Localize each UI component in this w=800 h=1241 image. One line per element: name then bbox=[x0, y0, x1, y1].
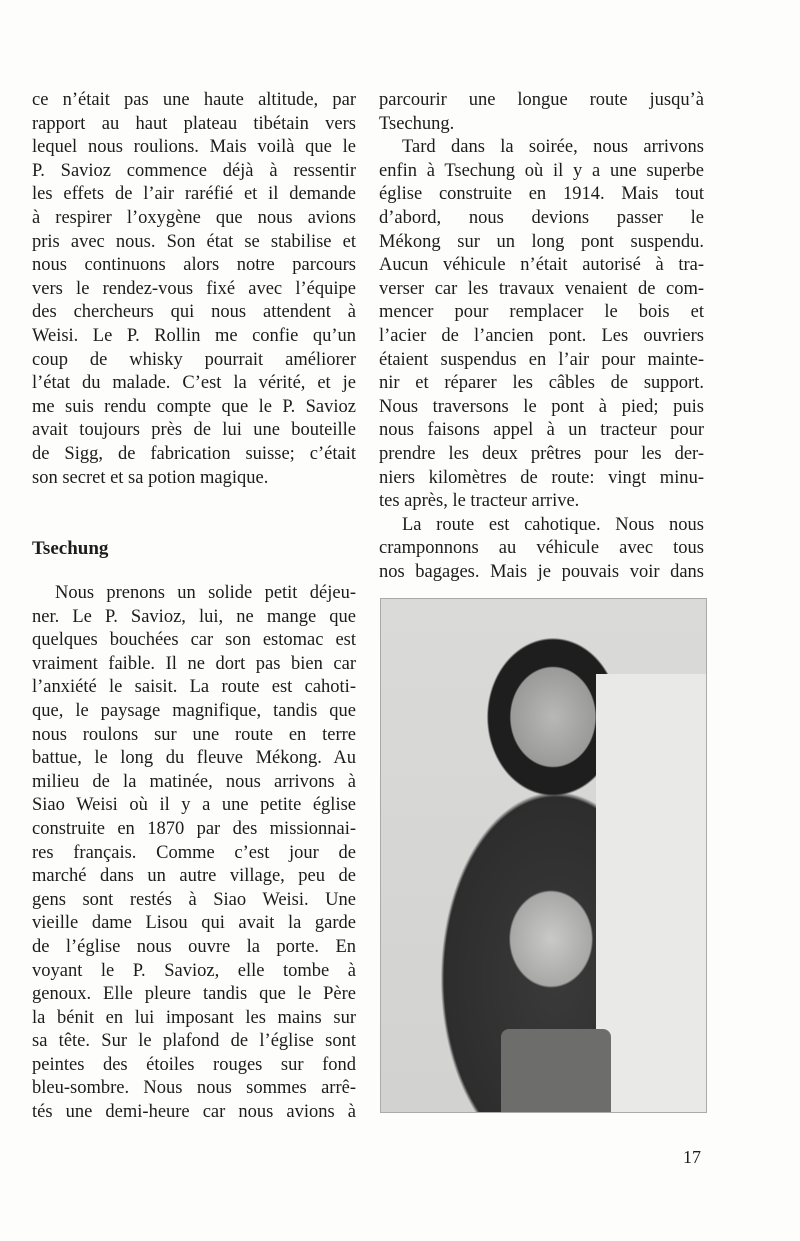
text-line: étaient suspendus en l’air pour mainte- bbox=[379, 349, 704, 370]
text-line: les effets de l’air raréfié et il demande bbox=[32, 184, 356, 205]
text-line: nous roulons sur une route en terre bbox=[32, 724, 356, 745]
text-line: enfin à Tsechung où il y a une superbe bbox=[379, 160, 704, 181]
photo-woman-with-child bbox=[380, 598, 707, 1113]
text-line: vieille dame Lisou qui avait la garde bbox=[32, 913, 356, 934]
text-line: ce n’était pas une haute altitude, par bbox=[32, 90, 356, 110]
text-line: niers kilomètres de route: vingt minu- bbox=[379, 467, 704, 488]
text-line: Nous prenons un solide petit déjeu- bbox=[55, 583, 356, 603]
text-line: battue, le long du fleuve Mékong. Au bbox=[32, 748, 356, 769]
text-line: de Sigg, de fabrication suisse; c’était bbox=[32, 443, 356, 464]
text-line: lequel nous roulions. Mais voilà que le bbox=[32, 137, 356, 158]
text-line: nous continuons alors notre parcours bbox=[32, 255, 356, 276]
right-paragraph-3 bbox=[379, 514, 704, 585]
text-line: prendre les deux prêtres pour les der- bbox=[379, 443, 704, 464]
text-line: l’acier de l’ancien pont. Les ouvriers bbox=[379, 325, 704, 346]
right-paragraph-1 bbox=[379, 89, 704, 136]
text-line: bleu-sombre. Nous nous sommes arrê- bbox=[32, 1078, 356, 1099]
text-line: la bénit en lui imposant les mains sur bbox=[32, 1007, 356, 1028]
text-line: l’état du malade. C’est la vérité, et je bbox=[32, 373, 356, 394]
text-line: me suis rendu compte que le P. Savioz bbox=[32, 396, 356, 417]
text-line: Aucun véhicule n’était autorisé à tra- bbox=[379, 255, 704, 276]
text-line: sa tête. Sur le plafond de l’église sont bbox=[32, 1031, 356, 1052]
right-paragraph-2 bbox=[379, 136, 704, 514]
right-column bbox=[379, 89, 704, 584]
text-line: des chercheurs qui nous attendent à bbox=[32, 302, 356, 323]
text-line: de l’église nous ouvre la porte. En bbox=[32, 936, 356, 957]
text-line: Weisi. Le P. Rollin me confie qu’un bbox=[32, 325, 356, 346]
text-line: d’abord, nous devions passer le bbox=[379, 207, 704, 228]
text-line: res français. Comme c’est jour de bbox=[32, 842, 356, 863]
photo-background-panel bbox=[596, 674, 706, 1112]
text-line: Tard dans la soirée, nous arrivons bbox=[402, 137, 704, 158]
text-line: à respirer l’oxygène que nous avions bbox=[32, 207, 356, 228]
text-line: pris avec nous. Son état se stabilise et bbox=[32, 231, 356, 252]
text-line: Tsechung. bbox=[379, 113, 455, 134]
text-line: milieu de la matinée, nous arrivons à bbox=[32, 771, 356, 792]
text-line: P. Savioz commence déjà à ressentir bbox=[32, 160, 356, 181]
photo-child-figure bbox=[501, 1029, 611, 1112]
text-line: voyant le P. Savioz, elle tombe à bbox=[32, 960, 356, 981]
section-heading: Tsechung bbox=[32, 538, 109, 559]
text-line: nous faisons appel à un tracteur pour bbox=[379, 420, 704, 441]
text-line: tés une demi-heure car nous avions à bbox=[32, 1102, 356, 1123]
text-line: genoux. Elle pleure tandis que le Père bbox=[32, 984, 356, 1005]
text-line: l’anxiété le saisit. La route est cahoti- bbox=[32, 677, 356, 698]
text-line: vers le rendez-vous fixé avec l’équipe bbox=[32, 278, 356, 299]
left-column-lower bbox=[32, 582, 356, 1125]
text-line: Siao Weisi où il y a une petite église bbox=[32, 795, 356, 816]
text-line: construite en 1870 par des missionnai- bbox=[32, 818, 356, 839]
page-number: 17 bbox=[683, 1147, 701, 1167]
text-line: église construite en 1914. Mais tout bbox=[379, 184, 704, 205]
text-line: gens sont restés à Siao Weisi. Une bbox=[32, 889, 356, 910]
text-line: marché dans un autre village, peu de bbox=[32, 866, 356, 887]
text-line: rapport au haut plateau tibétain vers bbox=[32, 113, 356, 134]
text-line: son secret et sa potion magique. bbox=[32, 467, 269, 488]
text-line: Nous traversons le pont à pied; puis bbox=[379, 396, 704, 417]
text-line: coup de whisky pourrait améliorer bbox=[32, 349, 356, 370]
text-line: nir et réparer les câbles de support. bbox=[379, 373, 704, 394]
text-line: tes après, le tracteur arrive. bbox=[379, 491, 580, 512]
text-line: peintes des étoiles rouges sur fond bbox=[32, 1054, 356, 1075]
left-paragraph-1 bbox=[32, 89, 356, 490]
text-line: cramponnons au véhicule avec tous bbox=[379, 538, 704, 559]
left-paragraph-2 bbox=[32, 582, 356, 1125]
text-line: parcourir une longue route jusqu’à bbox=[379, 90, 704, 110]
text-line: avait toujours près de lui une bouteille bbox=[32, 420, 356, 441]
text-line: La route est cahotique. Nous nous bbox=[402, 514, 704, 535]
text-line: vraiment faible. Il ne dort pas bien car bbox=[32, 653, 356, 674]
text-line: nos bagages. Mais je pouvais voir dans bbox=[379, 561, 704, 582]
text-line: ner. Le P. Savioz, lui, ne mange que bbox=[32, 606, 356, 627]
text-line: mencer pour remplacer le bois et bbox=[379, 302, 704, 323]
text-line: verser car les travaux venaient de com- bbox=[379, 278, 704, 299]
text-line: quelques bouchées car son estomac est bbox=[32, 630, 356, 651]
left-column bbox=[32, 89, 356, 490]
text-line: Mékong sur un long pont suspendu. bbox=[379, 231, 704, 252]
text-line: que, le paysage magnifique, tandis que bbox=[32, 700, 356, 721]
